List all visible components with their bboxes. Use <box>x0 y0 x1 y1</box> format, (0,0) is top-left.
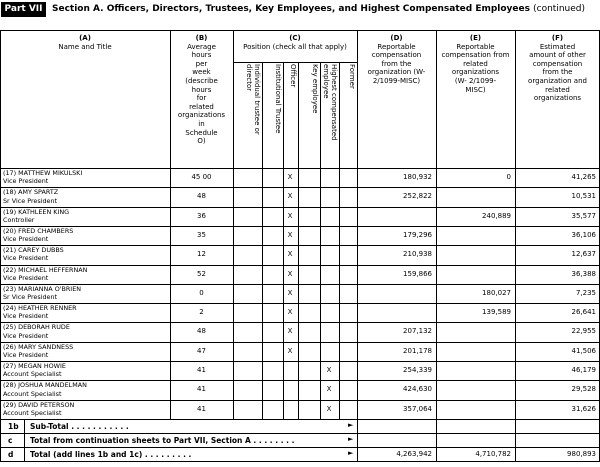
person-title: Vice President <box>3 254 49 263</box>
institutional-trustee-header: Institutional Trustee <box>274 64 282 134</box>
col-f-header-line: (F) <box>551 34 564 42</box>
col-e-header-line: (W- 2/1099- <box>454 76 497 85</box>
person-title: Sr Vice President <box>3 196 58 205</box>
col-b-header-line: organizations <box>177 111 226 120</box>
table-row <box>0 187 600 206</box>
position-subcolumn-divider <box>283 62 284 419</box>
comp-d: 159,866 <box>403 269 432 278</box>
comp-e: 180,027 <box>482 288 511 297</box>
officer-check: X <box>287 192 293 201</box>
subtotal-row-id: 1b <box>8 421 19 431</box>
person-title: Account Specialist <box>3 408 62 417</box>
d_total: 4,263,942 <box>396 449 432 458</box>
comp-d: 207,132 <box>403 327 432 336</box>
position-subcolumn-divider <box>339 62 340 419</box>
hours-per-week: 48 <box>197 327 206 336</box>
officer-check: X <box>287 230 293 239</box>
officer-check: X <box>287 211 293 220</box>
table-row <box>0 400 600 419</box>
col-d-header-line: organization (W- <box>367 68 426 77</box>
person-name: (17) MATTHEW MIKULSKI <box>3 169 83 177</box>
col-e-header-line: compensation from <box>441 51 510 60</box>
col-e-header-line: Reportable <box>456 42 495 51</box>
hce-check: X <box>326 404 332 413</box>
table-row <box>0 207 600 226</box>
comp-d: 357,064 <box>403 404 432 413</box>
officer-check: X <box>287 288 293 297</box>
person-name: (24) HEATHER RENNER <box>3 304 77 313</box>
col-d-header-line: from the <box>381 59 412 68</box>
col-b-header <box>170 34 233 146</box>
col-b-header-line: hours <box>191 51 212 60</box>
total-id-divider <box>24 419 25 461</box>
table-row <box>0 342 600 361</box>
col-d-header-line: compensation <box>371 51 422 60</box>
position-subcolumn-divider <box>298 62 299 419</box>
col-e-header-line: related <box>463 59 488 68</box>
totals-top-border <box>0 419 600 420</box>
person-title: Vice President <box>3 177 49 186</box>
person-title: Sr Vice President <box>3 293 58 301</box>
person-name-title <box>3 304 77 320</box>
table-row <box>0 226 600 245</box>
officer-check: X <box>287 346 293 355</box>
officer-check: X <box>287 250 293 259</box>
total-column-divider <box>436 419 437 461</box>
col-c-header-line: (C) <box>289 34 301 42</box>
hours-per-week: 2 <box>199 308 204 317</box>
col-b-header-line: (describe <box>185 76 218 85</box>
col-c-header-line: Position (check all that apply) <box>243 42 347 51</box>
col-f-header-line: Estimated <box>539 42 576 51</box>
header-bottom-border <box>0 168 600 169</box>
hours-per-week: 48 <box>197 192 206 201</box>
comp-d: 252,822 <box>403 192 432 201</box>
col-b-header-line: week <box>192 68 211 77</box>
person-name: (26) MARY SANDNESS <box>3 342 74 351</box>
e_total: 4,710,782 <box>475 449 511 458</box>
person-name-title <box>3 285 81 301</box>
grand-total-row <box>0 447 600 461</box>
officer-check: X <box>287 308 293 317</box>
subtotal-row-label: Sub-Total . . . . . . . . . . . <box>30 421 129 431</box>
person-name: (18) AMY SPARTZ <box>3 188 59 197</box>
table-row <box>0 322 600 341</box>
table-left-border <box>0 30 1 461</box>
table-row <box>0 245 600 264</box>
person-title: Controller <box>3 215 35 224</box>
comp-f: 7,235 <box>575 288 596 297</box>
person-name: (21) CAREY DUBBS <box>3 246 64 255</box>
comp-d: 210,938 <box>403 250 432 259</box>
continuation-total-row-label: Total from continuation sheets to Part VII, Section A . . . . . . . . <box>30 435 295 445</box>
officer-check: X <box>287 173 293 181</box>
hours-per-week: 41 <box>197 404 206 413</box>
table-row <box>0 303 600 322</box>
col-b-header-line: related <box>189 102 214 111</box>
hours-per-week: 41 <box>197 366 206 374</box>
person-title: Vice President <box>3 350 49 359</box>
person-name-title <box>3 323 70 339</box>
table-row <box>0 284 600 303</box>
person-title: Vice President <box>3 273 49 282</box>
position-subcolumn-divider <box>262 62 263 419</box>
person-name: (28) JOSHUA MANDELMAN <box>3 381 87 390</box>
total-divider <box>0 461 600 462</box>
person-name: (29) DAVID PETERSON <box>3 400 75 409</box>
col-b-header-line: hours <box>191 85 212 94</box>
col-f-header-line: amount of other <box>529 51 586 60</box>
continuation-total-row-id: c <box>8 435 13 445</box>
col-a-header-line: (A) <box>79 34 91 42</box>
person-name: (23) MARIANNA O'BRIEN <box>3 284 82 293</box>
comp-f: 10,531 <box>571 192 596 201</box>
grand-total-row-arrow: ► <box>348 448 354 457</box>
person-name-title <box>3 188 58 204</box>
person-name: (27) MEGAN HOWIE <box>3 362 66 370</box>
person-title: Vice President <box>3 331 49 340</box>
col-b-header-line: O) <box>197 137 206 146</box>
comp-f: 29,528 <box>571 385 596 394</box>
col-f-header-line: from the <box>542 68 573 77</box>
person-name: (20) FRED CHAMBERS <box>3 226 74 235</box>
comp-f: 35,577 <box>571 211 596 220</box>
part-label: Part VII <box>1 2 46 17</box>
col-b-header-line: Schedule <box>185 128 218 137</box>
former-header: Former <box>348 64 356 89</box>
table-row <box>0 265 600 284</box>
col-b-header-line: in <box>198 119 205 128</box>
total-column-divider <box>515 419 516 461</box>
person-name-title <box>3 266 87 282</box>
comp-f: 12,637 <box>571 250 596 259</box>
person-title: Account Specialist <box>3 389 62 398</box>
continuation-total-row <box>0 433 600 447</box>
hours-per-week: 0 <box>199 288 204 297</box>
col-d-header-line: 2/1099-MISC) <box>372 76 421 85</box>
column-divider <box>233 30 234 419</box>
person-name: (22) MICHAEL HEFFERNAN <box>3 265 88 274</box>
col-f-header-line: compensation <box>532 59 583 68</box>
col-c-header <box>233 34 357 51</box>
comp-d: 201,178 <box>403 346 432 355</box>
col-d-header-line: (D) <box>390 34 403 42</box>
column-divider <box>436 30 437 419</box>
comp-f: 36,106 <box>571 230 596 239</box>
comp-f: 46,179 <box>571 366 596 374</box>
table-row <box>0 380 600 399</box>
comp-d: 180,932 <box>403 173 432 181</box>
person-title: Vice President <box>3 312 49 321</box>
col-e-header-line: MISC) <box>465 85 486 94</box>
hce-check: X <box>326 366 332 374</box>
comp-d: 179,296 <box>403 230 432 239</box>
comp-f: 41,506 <box>571 346 596 355</box>
comp-f: 36,388 <box>571 269 596 278</box>
section-title: Section A. Officers, Directors, Trustees, Key Employees, and Highest Compensated Employees (continued) <box>52 4 586 14</box>
column-divider <box>515 30 516 419</box>
comp-f: 41,265 <box>571 173 596 181</box>
hours-per-week: 52 <box>197 269 206 278</box>
highest-compensated-header: Highest compensated employee <box>322 64 338 141</box>
person-name: (25) DEBORAH RUDE <box>3 323 70 332</box>
column-divider <box>170 30 171 419</box>
position-subcolumn-divider <box>320 62 321 419</box>
col-e-header-line: (E) <box>469 34 482 42</box>
form-header <box>0 2 600 18</box>
person-name-title <box>3 343 73 359</box>
col-a-header <box>0 34 170 51</box>
officer-check: X <box>287 269 293 278</box>
comp-f: 26,641 <box>571 308 596 317</box>
col-b-header-line: per <box>195 59 208 68</box>
hours-per-week: 47 <box>197 346 206 355</box>
col-f-header-line: organization and <box>528 76 587 85</box>
hours-per-week: 45 00 <box>191 173 212 181</box>
person-name-title <box>3 362 66 378</box>
col-b-header-line: Average <box>187 42 216 51</box>
comp-f: 31,626 <box>571 404 596 413</box>
grand-total-row-id: d <box>8 449 14 459</box>
comp-e: 240,889 <box>482 211 511 220</box>
person-name-title <box>3 246 64 262</box>
table-row <box>0 168 600 187</box>
f_total: 980,893 <box>567 449 596 458</box>
col-d-header-line: Reportable <box>377 42 416 51</box>
person-name-title <box>3 401 74 417</box>
officer-header: Officer <box>289 64 297 88</box>
hce-check: X <box>326 385 332 394</box>
comp-e: 0 <box>506 173 511 181</box>
person-title: Vice President <box>3 235 49 244</box>
col-a-header-line: Name and Title <box>58 42 112 51</box>
table-row <box>0 361 600 380</box>
individual-trustee-header: Individual trustee or director <box>245 64 261 135</box>
hours-per-week: 41 <box>197 385 206 394</box>
col-f-header-line: related <box>545 85 570 94</box>
col-e-header <box>436 34 515 94</box>
person-name-title <box>3 227 73 243</box>
officer-check: X <box>287 327 293 336</box>
col-f-header-line: organizations <box>533 94 582 103</box>
continuation-total-row-arrow: ► <box>348 434 354 443</box>
comp-d: 254,339 <box>403 366 432 374</box>
col-f-header <box>515 34 600 103</box>
person-name-title <box>3 208 69 224</box>
col-b-header-line: (B) <box>195 34 208 42</box>
person-title: Account Specialist <box>3 370 62 379</box>
table-top-border <box>0 30 600 31</box>
subtotal-row <box>0 419 600 433</box>
grand-total-row-label: Total (add lines 1b and 1c) . . . . . . . . . <box>30 449 192 459</box>
comp-d: 424,630 <box>403 385 432 394</box>
hours-per-week: 36 <box>197 211 206 220</box>
col-e-header-line: organizations <box>451 68 500 77</box>
person-name: (19) KATHLEEN KING <box>3 207 70 216</box>
col-b-header-line: for <box>196 94 207 103</box>
person-name-title <box>3 169 82 185</box>
key-employee-header: Key employee <box>311 64 319 114</box>
total-column-divider <box>357 419 358 461</box>
col-d-header <box>357 34 436 86</box>
column-divider <box>357 30 358 419</box>
subtotal-row-arrow: ► <box>348 420 354 429</box>
comp-e: 139,589 <box>482 308 511 317</box>
hours-per-week: 12 <box>197 250 206 259</box>
hours-per-week: 35 <box>197 230 206 239</box>
person-name-title <box>3 381 87 397</box>
comp-f: 22,955 <box>571 327 596 336</box>
